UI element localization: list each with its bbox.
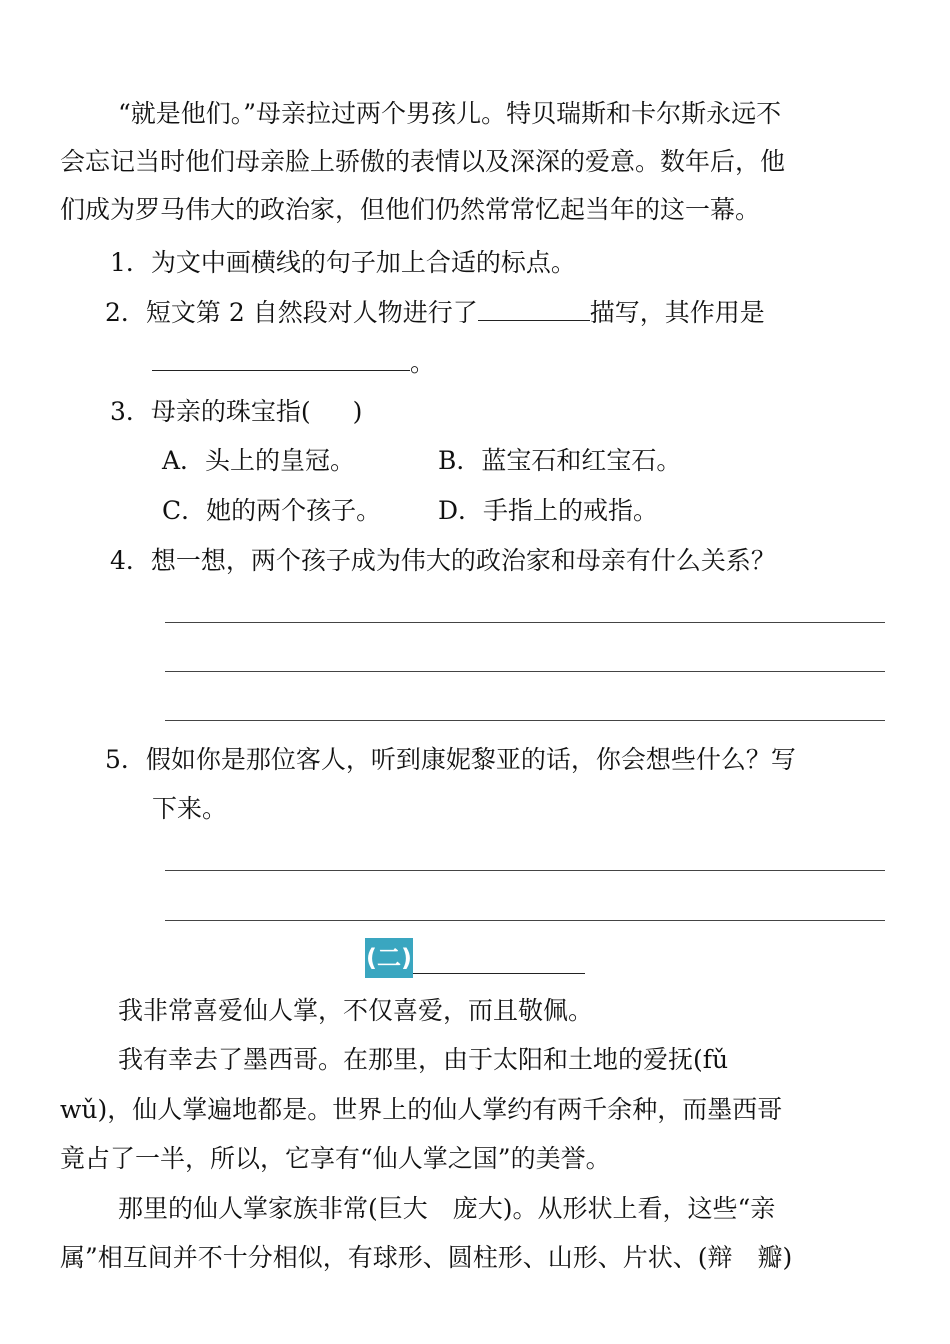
question-5-line-1: 5．假如你是那位客人，听到康妮黎亚的话，你会想些什么？写	[105, 745, 796, 774]
answer-line-q5-2[interactable]	[165, 920, 885, 921]
question-2	[105, 296, 765, 330]
question-2-continuation	[152, 346, 435, 380]
question-3-text: 3．母亲的珠宝指(	[110, 397, 311, 426]
answer-line-q4-1[interactable]	[165, 622, 885, 623]
question-4: 4．想一想，两个孩子成为伟大的政治家和母亲有什么关系？	[110, 546, 776, 575]
passage2-paragraph-2-line-3: 竟占了一半，所以，它享有“仙人掌之国”的美誉。	[60, 1144, 611, 1173]
question-2-period: 。	[410, 348, 436, 377]
answer-line-q5-1[interactable]	[165, 870, 885, 871]
question-1: 1．为文中画横线的句子加上合适的标点。	[110, 248, 576, 277]
passage1-line-2: 会忘记当时他们母亲脸上骄傲的表情以及深深的爱意。数年后，他	[60, 147, 786, 176]
section-2-title-blank[interactable]	[413, 973, 585, 974]
option-c[interactable]: C．她的两个孩子。	[162, 496, 382, 525]
passage2-paragraph-3-line-2: 属”相互间并不十分相似，有球形、圆柱形、山形、片状、(辩 瓣)	[60, 1243, 793, 1272]
passage1-line-1: “就是他们。”母亲拉过两个男孩儿。特贝瑞斯和卡尔斯永远不	[118, 99, 782, 128]
section-2-badge: (二)	[365, 938, 413, 978]
question-2-text-start: 2．短文第 2 自然段对人物进行了	[105, 298, 478, 327]
passage2-paragraph-2-line-1: 我有幸去了墨西哥。在那里，由于太阳和土地的爱抚(fǔ	[118, 1045, 729, 1074]
option-d[interactable]: D．手指上的戒指。	[438, 496, 659, 525]
passage1-line-3: 们成为罗马伟大的政治家，但他们仍然常常忆起当年的这一幕。	[60, 195, 761, 224]
question-2-text-end: 描写，其作用是	[589, 298, 765, 327]
passage2-paragraph-3-line-1: 那里的仙人掌家族非常(巨大 庞大)。从形状上看，这些“亲	[118, 1194, 776, 1223]
question-3-close-paren: )	[352, 397, 363, 426]
option-b[interactable]: B．蓝宝石和红宝石。	[438, 446, 682, 475]
question-5-line-2: 下来。	[152, 794, 228, 823]
answer-line-q4-2[interactable]	[165, 671, 885, 672]
passage2-paragraph-2-line-2: wǔ)，仙人掌遍地都是。世界上的仙人掌约有两千余种，而墨西哥	[60, 1095, 783, 1124]
question-3	[110, 395, 362, 429]
answer-blank-description[interactable]	[478, 296, 590, 321]
answer-line-q4-3[interactable]	[165, 720, 885, 721]
passage2-paragraph-1: 我非常喜爱仙人掌，不仅喜爱，而且敬佩。	[118, 996, 594, 1025]
answer-blank-effect[interactable]	[152, 346, 410, 371]
option-a[interactable]: A．头上的皇冠。	[162, 446, 356, 475]
